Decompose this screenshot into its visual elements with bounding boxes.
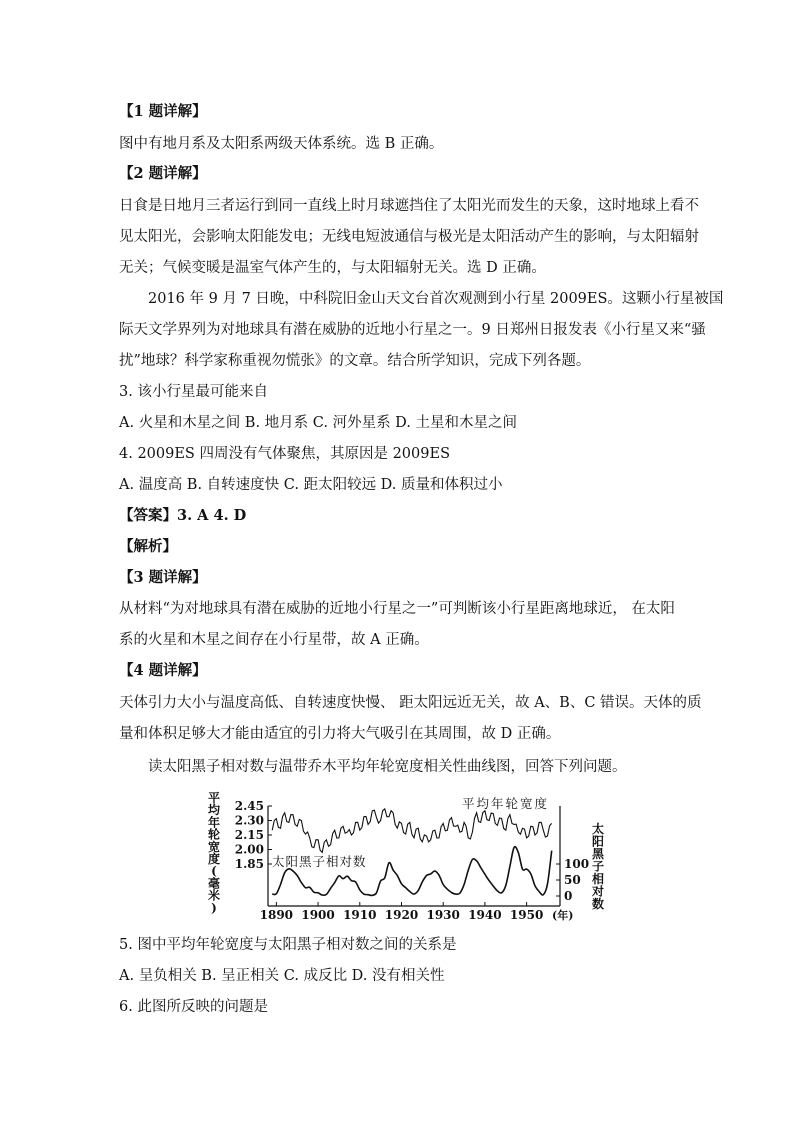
x-tick-label: 1900 xyxy=(301,908,335,922)
question-3-options: A. 火星和木星之间 B. 地月系 C. 河外星系 D. 土星和木星之间 xyxy=(119,415,518,431)
right-tick-label: 100 xyxy=(564,857,590,871)
q1-detail-heading: 【1 题详解】 xyxy=(119,103,207,120)
q3-detail-text-line-2: 系的火星和木星之间存在小行星带，故 A 正确。 xyxy=(119,632,429,648)
q2-detail-text-line-1: 日食是日地月三者运行到同一直线上时月球遮挡住了太阳光而发生的天象，这时地球上看不 xyxy=(119,198,699,214)
left-tick-label: 1.85 xyxy=(234,857,264,871)
right-axis-label-char: 黑 xyxy=(591,847,605,861)
series-line-ring-width xyxy=(272,809,552,853)
right-axis-label-char: 阳 xyxy=(591,834,605,849)
right-axis-label-char: 相 xyxy=(591,872,605,886)
right-axis-label-char: 太 xyxy=(591,822,605,836)
right-axis-label-char: 数 xyxy=(591,897,605,911)
material-paragraph-line-3: 扰”地球？科学家称重视勿慌张》的文章。结合所学知识，完成下列各题。 xyxy=(119,353,591,369)
left-axis-label-char: 轮 xyxy=(207,827,221,842)
q4-detail-text-line-2: 量和体积足够大才能由适宜的引力将大气吸引在其周围，故 D 正确。 xyxy=(119,726,561,742)
sunspot-tree-ring-chart xyxy=(200,788,620,922)
answer-line: 【答案】3. A 4. D xyxy=(119,507,247,524)
legend-ring-width: 平均年轮宽度 xyxy=(462,796,550,811)
q3-detail-text-line-1: 从材料“为对地球具有潜在威胁的近地小行星之一”可判断该小行星距离地球近， 在太阳 xyxy=(119,601,675,617)
material-paragraph-line-1: 2016 年 9 月 7 日晚，中科院旧金山天文台首次观测到小行星 2009ES。这颗小行星被国 xyxy=(148,291,724,307)
question-4: 4. 2009ES 四周没有气体聚焦，其原因是 2009ES xyxy=(119,446,450,462)
left-tick-label: 2.45 xyxy=(234,799,264,813)
analysis-heading: 【解析】 xyxy=(119,538,177,555)
question-5: 5. 图中平均年轮宽度与太阳黑子相对数之间的关系是 xyxy=(119,937,457,953)
question-3: 3. 该小行星最可能来自 xyxy=(119,384,268,400)
left-axis-label-char: ) xyxy=(211,900,217,915)
x-tick-label: 1950 xyxy=(509,908,544,922)
left-axis-label-char: 平 xyxy=(207,791,221,805)
left-tick-label: 2.00 xyxy=(234,842,264,857)
legend-sunspot: 太阳黑子相对数 xyxy=(272,854,367,869)
x-tick-label: 1910 xyxy=(343,908,377,922)
x-tick-label: 1890 xyxy=(259,908,294,922)
left-axis-label-char: 毫 xyxy=(207,876,221,891)
q2-detail-text-line-2: 见太阳光，会影响太阳能发电；无线电短波通信与极光是太阳活动产生的影响，与太阳辐射 xyxy=(119,229,699,245)
x-tick-label: 1940 xyxy=(468,908,502,922)
left-axis-label-char: 度 xyxy=(207,852,221,866)
left-tick-label: 2.15 xyxy=(234,828,264,842)
right-tick-label: 50 xyxy=(564,873,581,887)
q1-detail-text: 图中有地月系及太阳系两级天体系统。选 B 正确。 xyxy=(119,136,444,152)
left-axis-label-char: 宽 xyxy=(207,839,221,854)
left-axis-label-char: 均 xyxy=(207,803,221,818)
q4-detail-text-line-1: 天体引力大小与温度高低、自转速度快慢、 距太阳远近无关，故 A、B、C 错误。天体的质 xyxy=(119,695,702,711)
q3-detail-heading: 【3 题详解】 xyxy=(119,569,207,586)
left-tick-label: 2.30 xyxy=(234,813,264,828)
q2-detail-heading: 【2 题详解】 xyxy=(119,165,207,182)
right-axis-label-char: 对 xyxy=(591,884,605,899)
question-5-options: A. 呈负相关 B. 呈正相关 C. 成反比 D. 没有相关性 xyxy=(119,968,445,984)
left-axis-label-char: 年 xyxy=(207,815,221,830)
q2-detail-text-line-3: 无关；气候变暖是温室气体产生的，与太阳辐射无关。选 D 正确。 xyxy=(119,260,546,276)
q4-detail-heading: 【4 题详解】 xyxy=(119,662,207,679)
right-axis-label-char: 子 xyxy=(591,859,605,874)
right-tick-label: 0 xyxy=(564,889,573,903)
question-4-options: A. 温度高 B. 自转速度快 C. 距太阳较远 D. 质量和体积过小 xyxy=(119,477,503,493)
x-unit-label: (年) xyxy=(552,909,574,922)
left-axis-label-char: ( xyxy=(211,864,217,879)
material-paragraph-line-2: 际天文学界列为对地球具有潜在威胁的近地小行星之一。9 日郑州日报发表《小行星又来“骚 xyxy=(119,322,706,338)
left-axis-label-char: 米 xyxy=(207,888,221,903)
x-tick-label: 1930 xyxy=(426,908,460,922)
question-6: 6. 此图所反映的问题是 xyxy=(119,999,268,1015)
chart-intro: 读太阳黑子相对数与温带乔木平均年轮宽度相关性曲线图，回答下列问题。 xyxy=(148,759,627,775)
x-tick-label: 1920 xyxy=(384,908,419,922)
